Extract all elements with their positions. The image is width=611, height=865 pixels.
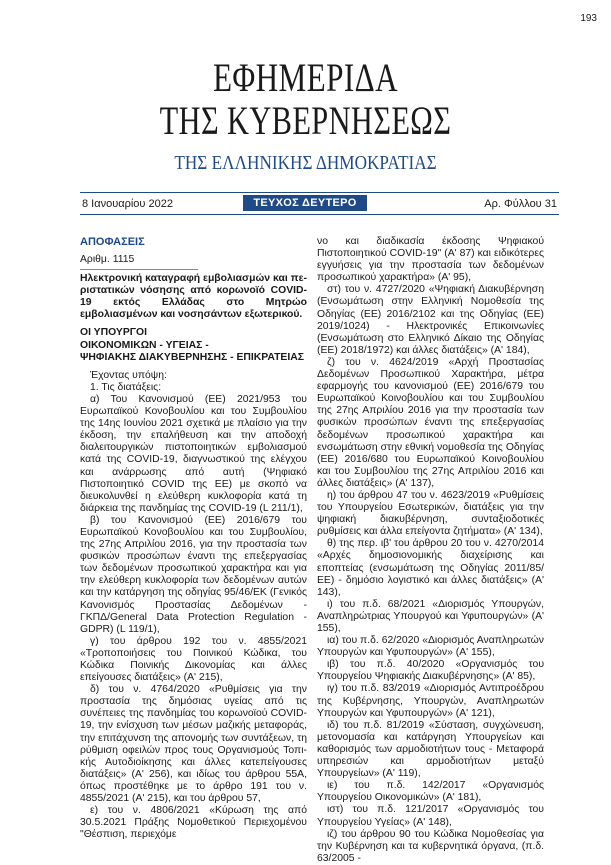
paragraph-continued: νο και διαδικασία έκδοσης Ψηφιακού Πιστοποιητικού COVID-19" (Α' 87) και ειδικότερες εγγυήσεις για την προστασία των δεδομένων προσωπικού χαρακτήρα» (Α' 95), (317, 236, 544, 284)
paragraph: γ) του άρθρου 192 του ν. 4855/2021 «Τροποποιήσεις του Ποινικού Κώδικα, του Κώδικα Ποινικής Δικονομίας και άλλες επείγουσες διατάξεις» (Α' 215), (80, 635, 307, 684)
paragraph: ιε) του π.δ. 142/2017 «Οργανισμός Υπουργείου Οικονομικών» (Α' 181), (317, 780, 544, 804)
paragraph: στ) του ν. 4727/2020 «Ψηφιακή Διακυβέρνηση (Ενσωμάτωση στην Ελληνική Νομοθεσία της Οδηγίας (ΕΕ) 2016/2102 και της Οδηγίας (ΕΕ) 2019/1024) - Ηλεκτρονικές Επικοινωνίες (Ενσωμάτωση στο Ελληνικό Δίκαιο της Οδηγίας (ΕΕ) 2018/1972) και άλλες διατάξεις» (Α' 184), (317, 284, 544, 356)
header-rule-top (80, 192, 559, 193)
issue-sheet-number: Αρ. Φύλλου 31 (484, 198, 557, 210)
gazette-title-line2: ΤΗΣ ΚΥΒΕΡΝΗΣΕΩΣ (159, 98, 452, 143)
decision-title: Ηλεκτρονική καταγραφή εμβολιασμών και περιστατικών νόσησης από κορωνοϊό COVID-19 εκτός Ελλάδας στο Μητρώο εμβολιασμένων και νοσησάντων εξωτερικού. (80, 273, 307, 321)
ministers-line: ΟΙ ΥΠΟΥΡΓΟΙ (80, 327, 147, 339)
having-regard: Έχοντας υπόψη: (90, 369, 167, 381)
paragraph: θ) της περ. ιβ' του άρθρου 20 του ν. 4270/2014 «Αρχές δημοσιονομικής διαχείρισης και εποπτείας (ενσωμάτωση της Οδηγίας 2011/85/ΕΕ) - δημόσιο λογιστικό και άλλες διατάξεις» (Α' 143), (317, 538, 544, 598)
paragraph: η) του άρθρου 47 του ν. 4623/2019 «Ρυθμίσεις του Υπουργείου Εσωτερικών, διατάξεις για την ψηφιακή διακυβέρνηση, συνταξιοδοτικές ρυθμίσεις και άλλα επείγοντα ζητήματα» (Α' 134), (317, 489, 544, 538)
paragraph: ιζ) του άρθρου 90 του Κώδικα Νομοθεσίας για την Κυβέρνηση και τα κυβερνητικά όργανα, (π.δ. 63/2005 - (317, 828, 544, 864)
ministers-line: ΟΙΚΟΝΟΜΙΚΩΝ - ΥΓΕΙΑΣ - (80, 339, 209, 351)
right-column (317, 236, 544, 865)
paragraph: ιδ) του π.δ. 81/2019 «Σύσταση, συγχώνευση, μετονομασία και κατάργηση Υπουργείων και καθορισμός των αρμοδιοτήτων τους - Μεταφορά υπηρεσιών και αρμοδιοτήτων μεταξύ Υπουργείων» (Α' 119), (317, 719, 544, 780)
ministers-block (80, 327, 307, 363)
issue-date: 8 Ιανουαρίου 2022 (82, 198, 173, 210)
paragraph: ζ) του ν. 4624/2019 «Αρχή Προστασίας Δεδομένων Προσωπικού Χαρακτήρα, μέτρα εφαρμογής του κανονισμού (ΕΕ) 2016/679 του Ευρωπαϊκού Κοινοβουλίου και του Συμβουλίου της 27ης Απριλίου 2016 για την προστασία των φυσικών προσώπων έναντι της επεξεργασίας δεδομένων προσωπικού χαρακτήρα και ενσωμάτωση στην εθνική νομοθεσία της Οδηγίας (ΕΕ) 2016/680 του Ευρωπαϊκού Κοινοβουλίου και του Συμβουλίου της 27ης Απριλίου 2016 και άλλες διατάξεις» (Α' 137), (317, 356, 544, 489)
section-heading: ΑΠΟΦΑΣΕΙΣ (80, 236, 145, 248)
paragraph: ι) του π.δ. 68/2021 «Διορισμός Υπουργών, Αναπληρώτριας Υπουργού και Υφυπουργών» (Α' 155), (317, 598, 544, 634)
paragraph: ιγ) του π.δ. 83/2019 «Διορισμός Αντιπροέδρου της Κυβέρνησης, Υπουργών, Αναπληρωτών Υπουργών και Υφυπουργών» (Α' 121), (317, 683, 544, 719)
decision-number: Αριθμ. 1115 (80, 254, 198, 270)
paragraph: ιβ) του π.δ. 40/2020 «Οργανισμός του Υπουργείου Ψηφιακής Διακυβέρνησης» (Α' 85), (317, 659, 544, 683)
page-number: 193 (580, 13, 597, 24)
paragraph: δ) του ν. 4764/2020 «Ρυθμίσεις για την προστασία της δημόσιας υγείας από τις συνέπειες της πανδημίας του κορωνοϊού COVID-19, την ενίσχυση των μέσων μαζικής μεταφοράς, την επιτάχυνση της απονομής των συντάξεων, τη ρύθμιση οφειλών προς τους Οργανισμούς Τοπικής Αυτοδιοίκησης και άλλες κατεπείγουσες διατάξεις» (Α' 256), και ιδίως του άρθρου 55Α, όπως προστέθηκε με το άρθρο 191 του ν. 4855/2021 (Α' 215), και του άρθρου 57, (80, 684, 307, 805)
left-column (80, 236, 307, 841)
issue-series-badge: ΤΕΥΧΟΣ ΔΕΥΤΕΡΟ (243, 195, 367, 211)
paragraph: ιστ) του π.δ. 121/2017 «Οργανισμός του Υπουργείου Υγείας» (Α' 148), (317, 804, 544, 828)
provisions-intro: 1. Τις διατάξεις: (90, 381, 162, 393)
gazette-title-line1: ΕΦΗΜΕΡΙΔΑ (212, 55, 399, 100)
paragraph: ια) του π.δ. 62/2020 «Διορισμός Αναπληρωτών Υπουργών και Υφυπουργών» (Α' 155), (317, 635, 544, 659)
paragraph: ε) του ν. 4806/2021 «Κύρωση της από 30.5.2021 Πράξης Νομοθετικού Περιεχομένου "Θέσπιση, περιεχόμε (80, 805, 307, 841)
paragraph: β) του Κανονισμού (ΕΕ) 2016/679 του Ευρωπαϊκού Κονοβουλίου και του Συμβουλίου, της 27ης Απριλίου 2016, για την προστασία των φυσικών προσώπων έναντι της επεξεργασίας των δεδομένων προσωπικού χαρακτήρα και για την ελεύθερη κυκλοφορία των δεδομένων αυτών και την κατάργηση της οδηγίας 95/46/ΕΚ (Γενικός Κανονισμός Προστασίας Δεδομένων - ΓΚΠΔ/General Data Protection Regulation - GDPR) (L 119/1), (80, 514, 307, 635)
paragraph: α) Του Κανονισμού (ΕΕ) 2021/953 του Ευρωπαϊκού Κονοβουλίου και του Συμβουλίου της 14ης Ιουνίου 2021 σχετικά με πλαίσιο για την έκδοση, την επαλήθευση και την αποδοχή διαλειτουργικών πιστοποιητικών εμβολιασμού κατά της COVID-19, διαγνωστικού της ελέγχου και ανάρρωσης από αυτή (Ψηφιακό Πιστοποιητικό COVID της ΕΕ) με σκοπό να διευκολυνθεί η ελεύθερη κυκλοφορία κατά τη διάρκεια της πανδημίας της COVID-19 (L 211/1), (80, 393, 307, 514)
header-rule-bottom (80, 214, 559, 215)
gazette-subtitle: ΤΗΣ ΕΛΛΗΝΙΚΗΣ ΔΗΜΟΚΡΑΤΙΑΣ (174, 152, 437, 174)
ministers-line: ΨΗΦΙΑΚΗΣ ΔΙΑΚΥΒΕΡΝΗΣΗΣ - ΕΠΙΚΡΑΤΕΙΑΣ (80, 351, 304, 363)
